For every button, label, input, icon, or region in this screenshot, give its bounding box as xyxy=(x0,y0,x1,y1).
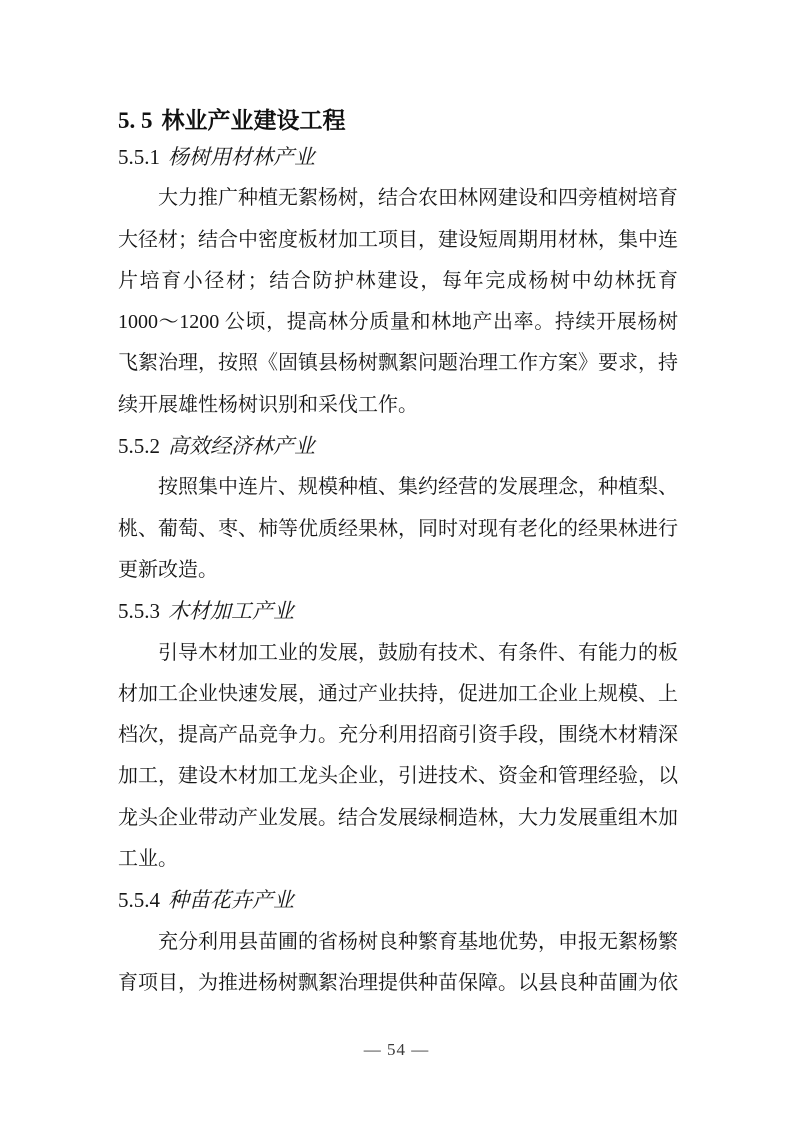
paragraph-line: 引导木材加工业的发展，鼓励有技术、有条件、有能力的板 xyxy=(158,641,678,664)
paragraph-line: 加工，建设木材加工龙头企业，引进技术、资金和管理经验，以 xyxy=(118,765,678,788)
section-number: 5.5.4 xyxy=(118,888,160,913)
paragraph-line: 按照集中连片、规模种植、集约经营的发展理念，种植梨、 xyxy=(158,476,678,499)
section-heading xyxy=(118,880,678,921)
paragraph-line: 续开展雄性杨树识别和采伐工作。 xyxy=(118,393,418,416)
section-title-text: 高效经济林产业 xyxy=(168,434,315,459)
paragraph-line: 片培育小径材；结合防护林建设，每年完成杨树中幼林抚育 xyxy=(118,269,678,292)
paragraph-line: 档次，提高产品竞争力。充分利用招商引资手段，围绕木材精深 xyxy=(118,724,678,747)
section-heading xyxy=(118,137,678,178)
section-number: 5.5.1 xyxy=(118,145,160,169)
section-wood-processing xyxy=(118,591,678,880)
paragraph-line: 育项目，为推进杨树飘絮治理提供种苗保障。以县良种苗圃为依 xyxy=(118,971,678,994)
paragraph-line: 龙头企业带动产业发展。结合发展绿桐造林，大力发展重组木加 xyxy=(118,806,678,829)
paragraph-line: 材加工企业快速发展，通过产业扶持，促进加工企业上规模、上 xyxy=(118,682,678,705)
section-heading xyxy=(118,591,678,632)
section-economic-forest xyxy=(118,426,678,591)
section-number: 5.5.3 xyxy=(118,599,160,624)
paragraph-line: 充分利用县苗圃的省杨树良种繁育基地优势，申报无絮杨繁 xyxy=(158,930,678,953)
section-title-text: 种苗花卉产业 xyxy=(168,888,294,913)
paragraph-line: 飞絮治理，按照《固镇县杨树飘絮问题治理工作方案》要求，持 xyxy=(118,352,678,375)
section-title-text: 杨树用材林产业 xyxy=(168,145,315,169)
paragraph-line: 大力推广种植无絮杨树，结合农田林网建设和四旁植树培育 xyxy=(158,187,678,210)
section-number: 5.5.2 xyxy=(118,434,160,459)
paragraph-line: 1000～1200 公顷，提高林分质量和林地产出率。持续开展杨树 xyxy=(118,311,678,334)
paragraph-line: 更新改造。 xyxy=(118,558,218,581)
paragraph-line: 桃、葡萄、枣、柿等优质经果林，同时对现有老化的经果林进行 xyxy=(118,517,678,540)
section-title-text: 木材加工产业 xyxy=(168,599,294,624)
chapter-title xyxy=(118,104,678,137)
page-footer xyxy=(0,1040,793,1060)
page-number: — 54 — xyxy=(363,1040,430,1059)
section-seedling-flower xyxy=(118,880,678,1004)
paragraph-line: 工业。 xyxy=(118,848,178,871)
section-poplar-timber xyxy=(118,137,678,426)
section-heading xyxy=(118,426,678,467)
chapter-title-text: 林业产业建设工程 xyxy=(161,107,346,133)
paragraph-line: 大径材；结合中密度板材加工项目，建设短周期用材林，集中连 xyxy=(118,228,678,251)
document-body xyxy=(118,104,678,1004)
chapter-number: 5. 5 xyxy=(118,108,153,133)
